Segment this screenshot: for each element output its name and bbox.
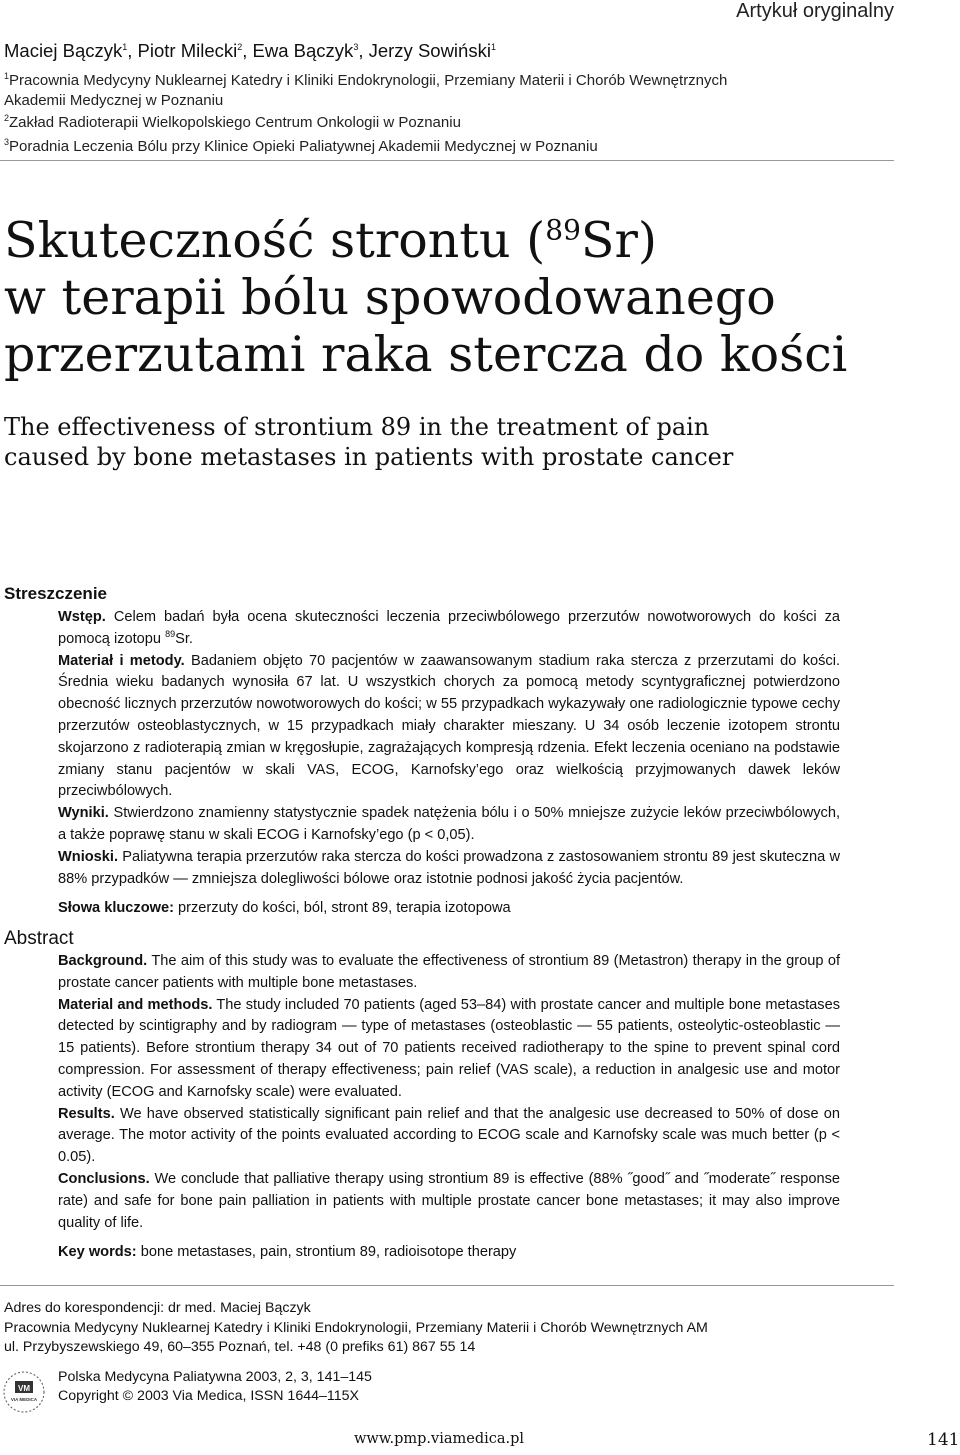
abstract-body — [58, 951, 840, 1264]
header-divider — [0, 160, 894, 161]
footer-divider — [0, 1285, 894, 1286]
abstract-results: Results. We have observed statistically significant pain relief and that the analgesic use decreased to 50% of dose on average. The motor activity of the points evaluated according to ECOG scale and Karnofsky scale was much better (p < 0.05). — [58, 1105, 840, 1166]
affiliation-1-cont: Akademii Medycznej w Poznaniu — [4, 92, 224, 109]
svg-text:VM: VM — [18, 1384, 30, 1393]
streszczenie-wstep: Wstęp. Celem badań była ocena skuteczności leczenia przeciwbólowego przerzutów nowotworowych do kości za pomocą izotopu $^{89}$Sr. — [58, 609, 840, 647]
svg-text:VIA MEDICA: VIA MEDICA — [10, 1397, 38, 1402]
abstract-methods: Material and methods. The study included 70 patients (aged 53–84) with prostate cancer and multiple bone metastases detected by scintigraphy and by radiogram — type of metastases (osteoblastic — 55 patients, osteolytic-osteoblastic — 15 patients). Before strontium therapy 34 out of 70 patients received radiotherapy to the spine to prevent spinal cord compression. For assessment of therapy effectiveness; pain relief (VAS scale), a reduction in analgesic use and motor activity (ECOG and Karnofsky scale) were evaluated. — [58, 996, 841, 1100]
journal-citation: Polska Medycyna Paliatywna 2003, 2, 3, 141–145 Copyright © 2003 Via Medica, ISSN 1644–115X — [58, 1369, 372, 1404]
via-medica-logo — [2, 1370, 46, 1414]
abstract-heading: Abstract — [4, 928, 74, 949]
page-number: 141 — [927, 1430, 960, 1450]
journal-url: www.pmp.viamedica.pl — [354, 1431, 525, 1447]
article-title-pl: Skuteczność strontu ($^{89}$Sr) w terapii bólu spowodowanego przerzutami raka stercza do kości — [4, 212, 848, 383]
abstract-background: Background. The aim of this study was to evaluate the effectiveness of strontium 89 (Metastron) therapy in the group of prostate cancer patients with multiple bone metastases. — [58, 953, 840, 991]
author-name: Piotr Milecki — [137, 40, 238, 61]
abstract-conclusions: Conclusions. We conclude that palliative therapy using strontium 89 is effective (88% ˝good˝ and ˝moderate˝ response rate) and safe for bone pain palliation in patients with multiple prostate cancer bone metastases; it may also improve quality of life. — [58, 1170, 840, 1231]
affiliation-1: $^1$Pracownia Medycyny Nuklearnej Katedry i Kliniki Endokrynologii, Przemiany Materii i Chorób Wewnętrznych — [4, 71, 728, 89]
author-name: Maciej Bączyk — [4, 40, 123, 61]
author-name: Ewa Bączyk — [252, 40, 354, 61]
streszczenie-body — [58, 607, 840, 920]
author-list: Maciej Bączyk$^1$, Piotr Milecki$^2$, Ewa Bączyk$^3$, Jerzy Sowiński$^1$ — [4, 40, 496, 61]
affiliation-3: $^3$Poradnia Leczenia Bólu przy Klinice Opieki Paliatywnej Akademii Medycznej w Poznaniu — [4, 137, 598, 155]
streszczenie-wnioski: Wnioski. Paliatywna terapia przerzutów raka stercza do kości prowadzona z zastosowaniem strontu 89 jest skuteczna w 88% przypadków — zmniejsza dolegliwości bólowe oraz istotnie podnosi jakość życia pacjentów. — [58, 848, 840, 887]
article-type-label: Artykuł oryginalny — [736, 0, 894, 22]
article-title-en: The effectiveness of strontium 89 in the treatment of pain caused by bone metastases in patients with prostate cancer — [4, 413, 734, 471]
streszczenie-heading: Streszczenie — [4, 584, 107, 603]
abstract-keywords: Key words: bone metastases, pain, strontium 89, radioisotope therapy — [58, 1244, 517, 1261]
author-name: Jerzy Sowiński — [368, 40, 491, 61]
streszczenie-material: Materiał i metody. Badaniem objęto 70 pacjentów w zaawansowanym stadium raka stercza z przerzutami do kości. Średnia wieku badanych wynosiła 67 lat. U wszystkich chorych za pomocą metody scyntygraficznej potwierdzono obecność licznych przerzutów nowotworowych do kości; w 55 przypadkach wykazywały one radiologicznie typowe cechy przerzutów osteoblastycznych, w 15 przypadkach miały charakter mieszany. U 34 osób leczenie izotopem strontu skojarzono z radioterapią zmian w kręgosłupie, zagrażających kompresją rdzenia. Efekt leczenia oceniano na podstawie zmiany stanu pacjentów w skali VAS, ECOG, Karnofsky’ego oraz wielkością przyjmowanych dawek leków przeciwbólowych. — [58, 652, 840, 800]
affiliation-2: $^2$Zakład Radioterapii Wielkopolskiego Centrum Onkologii w Poznaniu — [4, 113, 461, 131]
correspondence-address: Adres do korespondencji: dr med. Maciej Bączyk Pracownia Medycyny Nuklearnej Katedry i Kliniki Endokrynologii, Przemiany Materii i Chorób Wewnętrznych AM ul. Przybyszewskiego 49, 60–355 Poznań, tel. +48 (0 prefiks 61) 867 55 14 — [4, 1300, 708, 1355]
streszczenie-wyniki: Wyniki. Stwierdzono znamienny statystycznie spadek natężenia bólu i o 50% mniejsze zużycie leków przeciwbólowych, a także poprawę stanu w skali ECOG i Karnofsky’ego (p < 0,05). — [58, 805, 840, 843]
streszczenie-keywords: Słowa kluczowe: przerzuty do kości, ból, stront 89, terapia izotopowa — [58, 900, 511, 917]
